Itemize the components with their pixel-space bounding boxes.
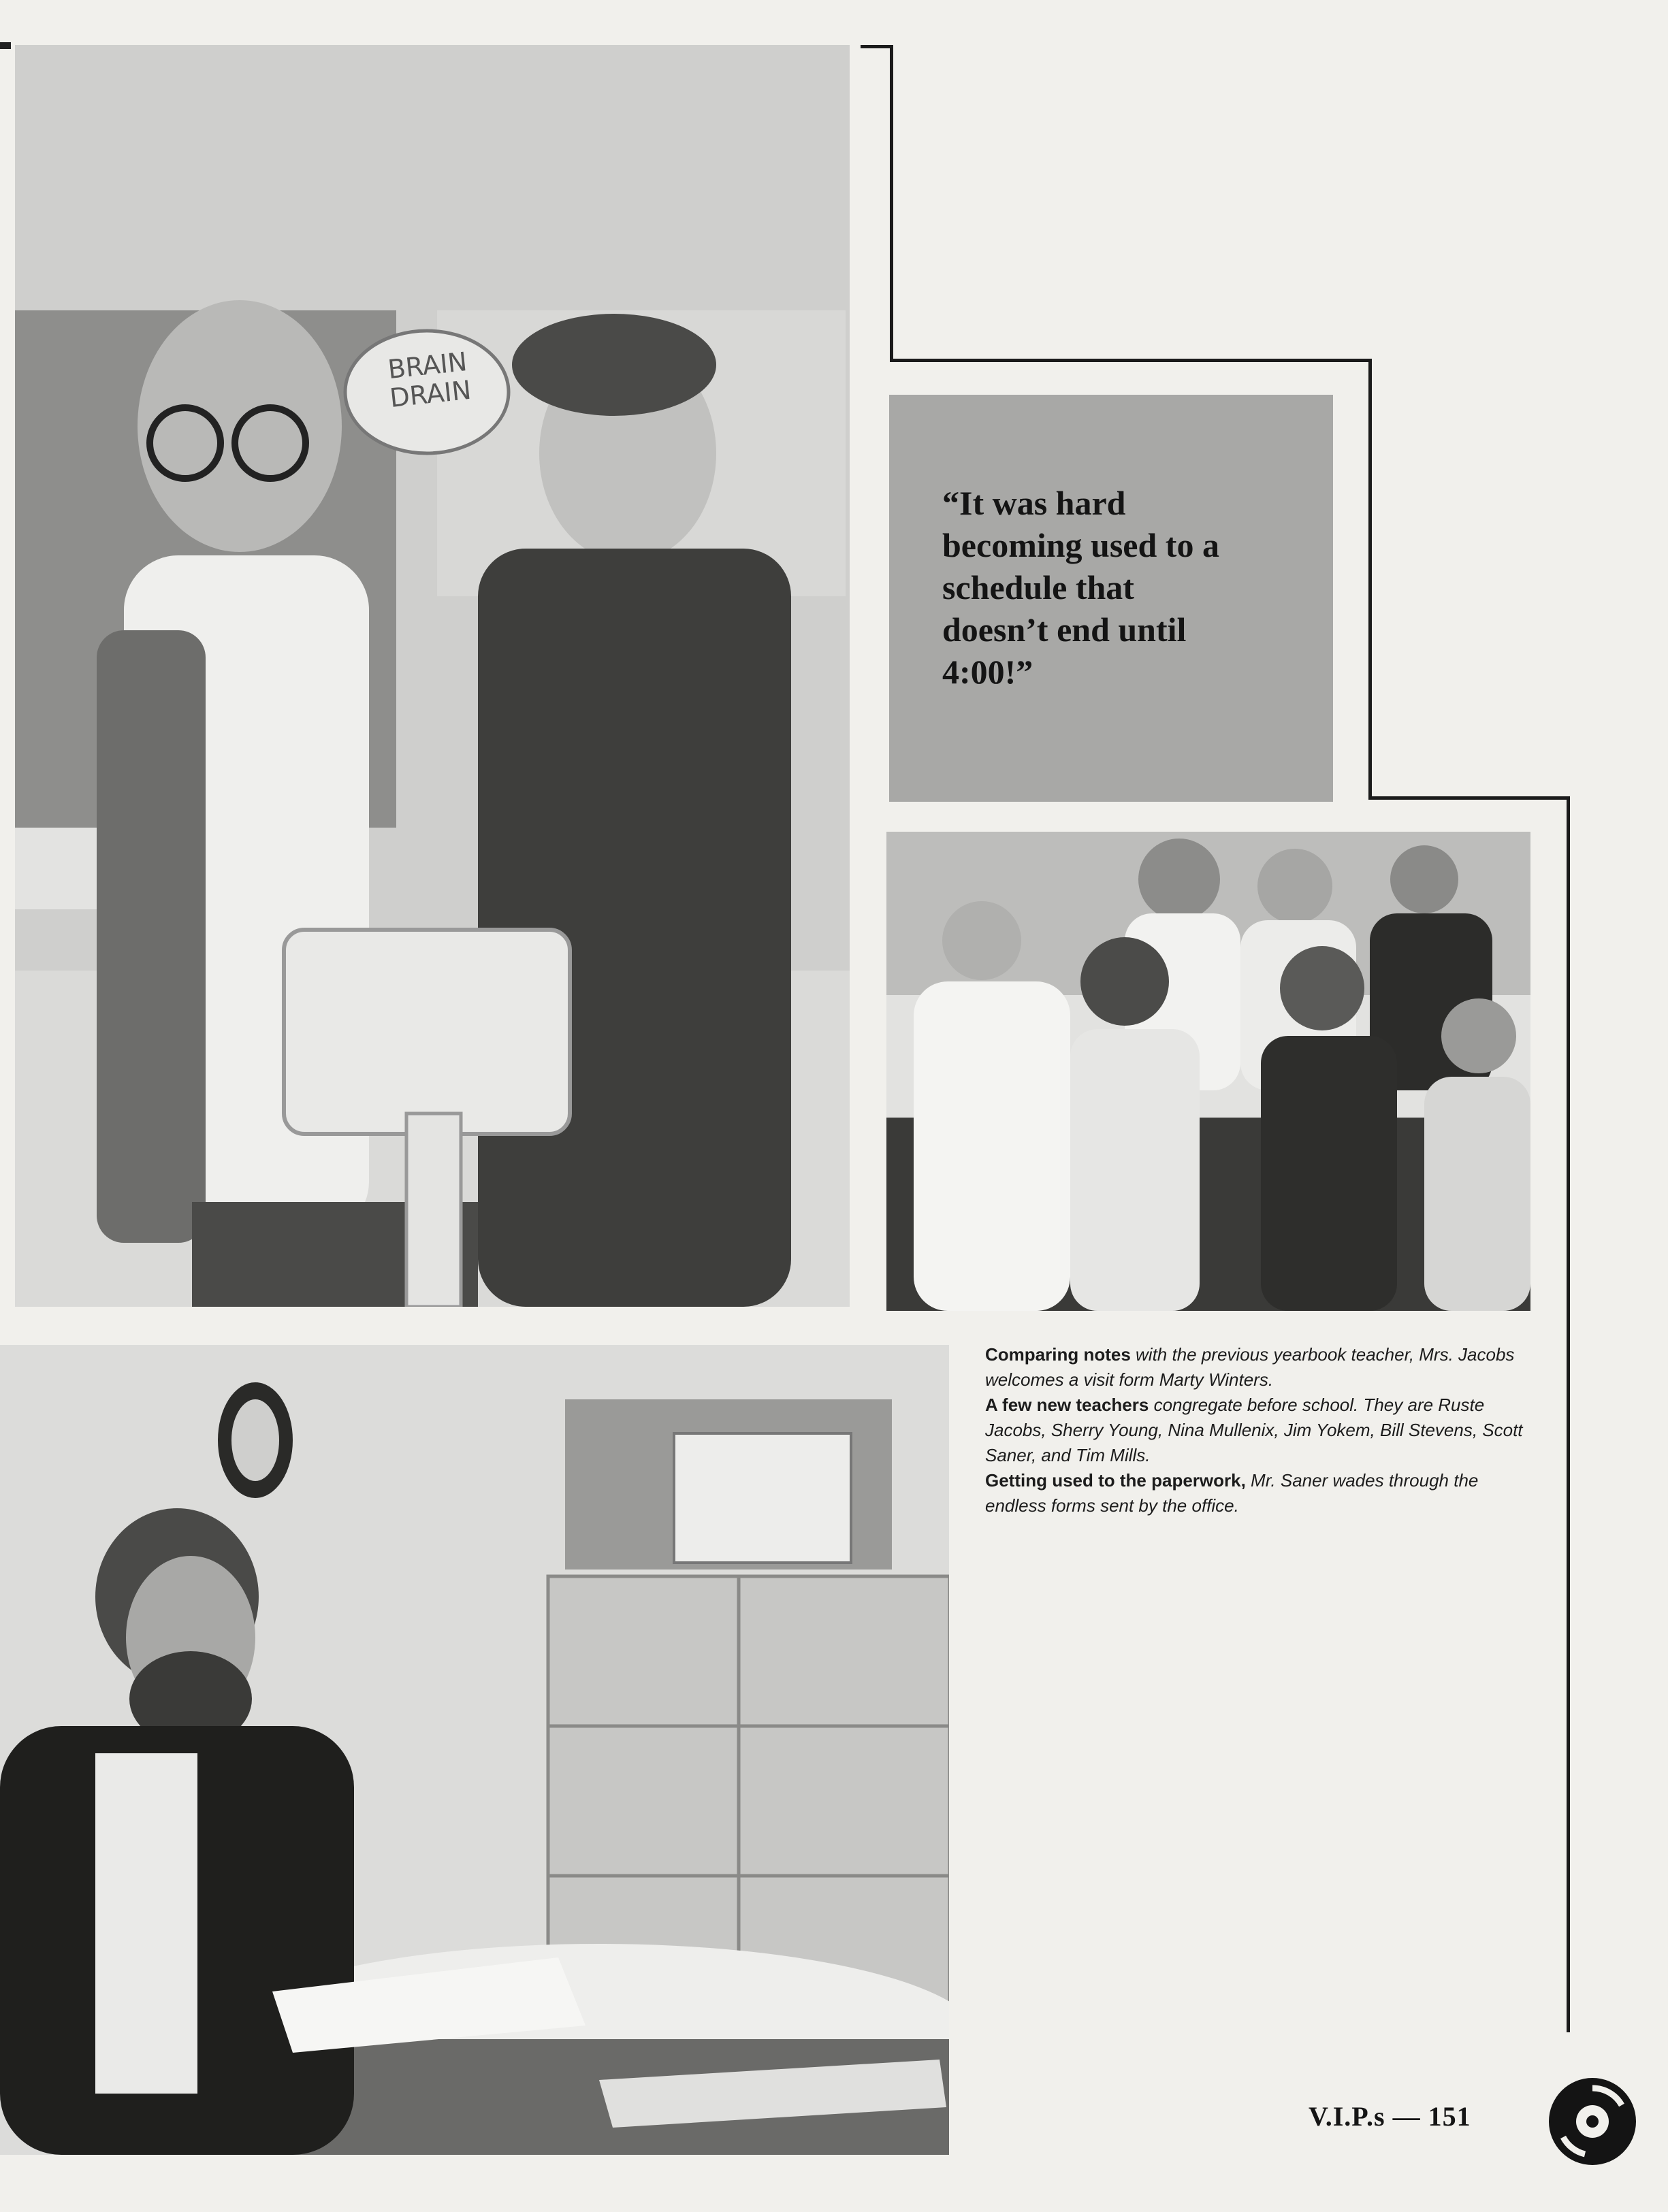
caption-lead: Getting used to the paperwork, [985,1470,1246,1491]
brain-drain-sign: BRAIN DRAIN [386,346,473,414]
page-folio: V.I.P.s — 151 [1309,2101,1471,2132]
frame-rule-mid [1368,359,1372,800]
caption-lead: Comparing notes [985,1344,1131,1365]
frame-rule-right [1567,796,1570,2032]
photo-new-teachers [886,832,1530,1311]
frame-rule-left [890,45,893,362]
caption-paperwork [985,1468,1530,1518]
caption-new-teachers [985,1393,1530,1468]
caption-body: congregate before school. They are Ruste Jacobs, Sherry Young, Nina Mullenix, Jim Yokem, Bill Stevens, Scott Saner, and Tim Mills. [985,1395,1523,1465]
caption-lead: A few new teachers [985,1395,1149,1415]
frame-rule-step1 [890,359,1372,362]
frame-rule-top [861,45,893,48]
page-edge-mark [0,42,11,49]
caption-comparing-notes [985,1342,1530,1393]
pull-quote-text: “It was hard becoming used to a schedule that doesn’t end until 4:00!” [942,484,1219,691]
caption-body: with the previous yearbook teacher, Mrs. Jacobs welcomes a visit form Marty Winters. [985,1344,1515,1390]
caption-body: Mr. Saner wades through the endless forms sent by the office. [985,1470,1479,1516]
pull-quote-box [889,395,1333,802]
photo-paperwork [0,1345,949,2155]
photo-comparing-notes [15,45,850,1307]
frame-rule-step2 [1368,796,1570,800]
record-disc-icon [1545,2075,1639,2168]
photo-captions [985,1342,1530,1518]
